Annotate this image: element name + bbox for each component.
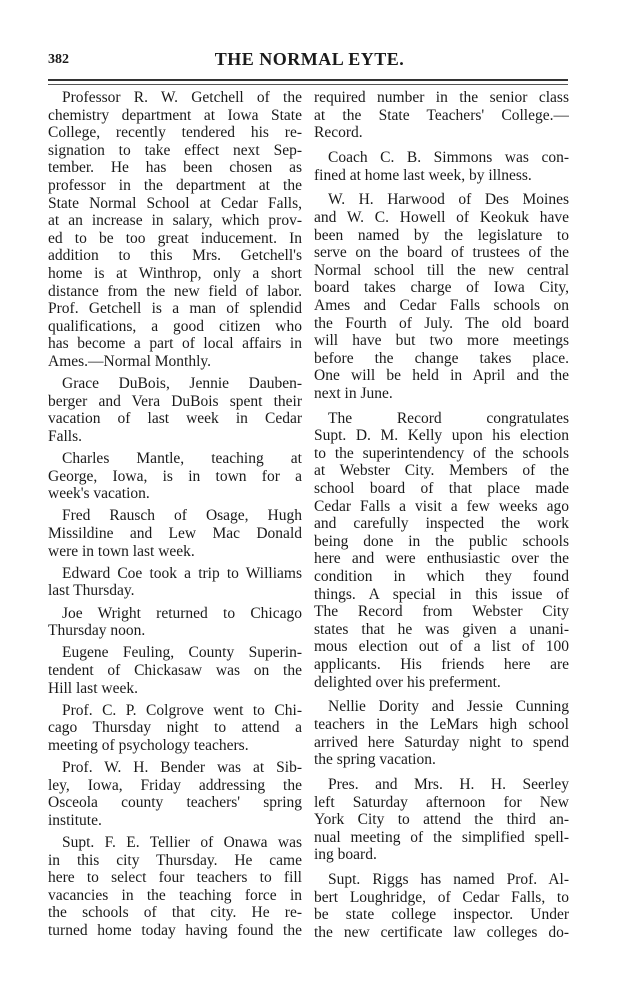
text-line: the schools of that city. He re-	[48, 904, 302, 922]
news-paragraph	[314, 191, 569, 402]
text-line: at an increase in salary, which prov-	[48, 212, 302, 230]
text-line: The Record from Webster City	[314, 603, 569, 621]
page-title: THE NORMAL EYTE.	[214, 49, 405, 69]
text-line: W. H. Harwood of Des Moines	[328, 191, 569, 209]
text-line: serve on the board of trustees of the	[314, 244, 569, 262]
left-column	[48, 89, 302, 944]
text-line: George, Iowa, is in town for a	[48, 467, 302, 485]
text-line: Prof. C. P. Colgrove went to Chi-	[62, 701, 302, 719]
text-line: vacancies in the teaching force in	[48, 886, 302, 904]
text-line: vacation of last week in Cedar	[48, 410, 302, 428]
text-line: Nellie Dority and Jessie Cunning	[328, 698, 569, 716]
news-paragraph	[48, 89, 302, 371]
text-line: Prof. W. H. Bender was at Sib-	[62, 759, 302, 777]
text-line: Pres. and Mrs. H. H. Seerley	[328, 775, 569, 793]
text-line: teachers in the LeMars high school	[314, 715, 569, 733]
text-line: left Saturday afternoon for New	[314, 793, 569, 811]
text-line: Professor R. W. Getchell of the	[62, 89, 302, 106]
text-line: Ames and Cedar Falls schools on	[314, 296, 569, 314]
text-line: turned home today having found the	[48, 922, 302, 940]
text-line: Edward Coe took a trip to Williams	[62, 564, 302, 582]
text-line: applicants. His friends here are	[314, 655, 569, 673]
text-line: Supt. F. E. Tellier of Onawa was	[62, 834, 302, 852]
text-line: addition to this Mrs. Getchell's	[48, 247, 302, 265]
text-line: school board of that place made	[314, 480, 569, 498]
news-paragraph	[48, 450, 302, 503]
text-line: mous election out of a list of 100	[314, 638, 569, 656]
news-paragraph	[314, 776, 569, 864]
text-line: to the superintendency of the schools	[314, 444, 569, 462]
right-column	[314, 89, 569, 949]
news-paragraph	[48, 507, 302, 560]
text-line: tember. He has been chosen as	[48, 159, 302, 177]
text-line: next in June.	[314, 384, 393, 402]
news-paragraph	[314, 89, 569, 142]
text-line: Falls.	[48, 427, 83, 445]
text-line: states that he was given a unani-	[314, 620, 569, 638]
text-line: professor in the department at the	[48, 176, 302, 194]
text-line: nual meeting of the simplified spell-	[314, 828, 569, 846]
news-paragraph	[48, 565, 302, 600]
text-line: tendent of Chickasaw was on the	[48, 661, 302, 679]
text-line: cago Thursday night to attend a	[48, 719, 302, 737]
text-line: has become a part of local affairs in	[48, 335, 302, 353]
header-rule-thin	[48, 84, 568, 85]
text-line: Record.	[314, 124, 363, 142]
text-line: last Thursday.	[48, 582, 135, 600]
text-line: things. A special in this issue of	[314, 585, 569, 603]
text-line: Eugene Feuling, County Superin-	[62, 644, 302, 662]
news-paragraph	[314, 149, 569, 184]
text-line: delighted over his preferment.	[314, 673, 501, 691]
text-line: berger and Vera DuBois spent their	[48, 392, 302, 410]
text-line: the spring vacation.	[314, 751, 436, 769]
news-paragraph	[314, 698, 569, 768]
text-line: Coach C. B. Simmons was con-	[328, 148, 569, 166]
text-line: and W. C. Howell of Keokuk have	[314, 208, 569, 226]
text-line: State Normal School at Cedar Falls,	[48, 194, 302, 212]
text-line: The Record congratulates	[328, 409, 569, 427]
text-line: Thursday noon.	[48, 622, 146, 640]
text-line: Prof. Getchell is a man of splendid	[48, 300, 302, 318]
text-line: ing board.	[314, 846, 377, 864]
text-line: be state college inspector. Under	[314, 906, 569, 924]
text-line: required number in the senior class	[314, 89, 569, 106]
text-line: fined at home last week, by illness.	[314, 166, 532, 184]
text-line: Charles Mantle, teaching at	[62, 450, 302, 468]
page-number: 382	[48, 52, 69, 67]
text-line: ed to be too great inducement. In	[48, 229, 302, 247]
text-line: York City to attend the third an-	[314, 811, 569, 829]
text-line: One will be held in April and the	[314, 367, 569, 385]
news-paragraph	[314, 410, 569, 692]
text-line: Supt. Riggs has named Prof. Al-	[328, 871, 569, 889]
text-line: College, recently tendered his re-	[48, 124, 302, 142]
text-line: Fred Rausch of Osage, Hugh	[62, 507, 302, 525]
text-line: the Fourth of July. The old board	[314, 314, 569, 332]
text-line: condition in which they found	[314, 568, 569, 585]
news-paragraph	[48, 759, 302, 829]
text-line: Supt. D. M. Kelly upon his election	[314, 427, 569, 445]
text-line: week's vacation.	[48, 485, 150, 503]
text-line: distance from the new field of labor.	[48, 282, 302, 300]
text-line: the new certificate law colleges do-	[314, 923, 569, 941]
news-paragraph	[48, 605, 302, 640]
text-line: chemistry department at Iowa State	[48, 106, 302, 124]
text-line: Joe Wright returned to Chicago	[62, 604, 302, 622]
text-line: Ames.—Normal Monthly.	[48, 352, 212, 370]
text-line: before the change takes place.	[314, 349, 569, 367]
text-line: signation to take effect next Sep-	[48, 141, 302, 159]
text-line: here to select four teachers to fill	[48, 869, 302, 887]
text-line: arrived here Saturday night to spend	[314, 733, 569, 751]
text-line: Normal school till the new central	[314, 261, 569, 279]
news-paragraph	[48, 644, 302, 697]
text-line: meeting of psychology teachers.	[48, 736, 249, 754]
text-line: were in town last week.	[48, 542, 195, 560]
text-line: here and were enthusiastic over the	[314, 550, 569, 568]
header-rule	[48, 79, 568, 81]
text-line: been named by the legislature to	[314, 226, 569, 244]
text-line: at Webster City. Members of the	[314, 462, 569, 480]
text-line: ley, Iowa, Friday addressing the	[48, 776, 302, 794]
text-line: Hill last week.	[48, 679, 138, 697]
news-paragraph	[48, 702, 302, 755]
text-line: Cedar Falls a visit a few weeks ago	[314, 497, 569, 515]
text-line: Grace DuBois, Jennie Dauben-	[62, 375, 302, 393]
text-line: in this city Thursday. He came	[48, 851, 302, 869]
text-line: Missildine and Lew Mac Donald	[48, 525, 302, 543]
news-paragraph	[48, 834, 302, 940]
news-paragraph	[48, 375, 302, 445]
text-line: and carefully inspected the work	[314, 515, 569, 533]
text-line: Osceola county teachers' spring	[48, 794, 302, 812]
text-line: board takes charge of Iowa City,	[314, 279, 569, 297]
text-line: qualifications, a good citizen who	[48, 317, 302, 335]
news-paragraph	[314, 871, 569, 941]
text-line: bert Loughridge, of Cedar Falls, to	[314, 888, 569, 906]
text-line: home is at Winthrop, only a short	[48, 264, 302, 282]
text-line: institute.	[48, 811, 102, 829]
text-line: will have but two more meetings	[314, 332, 569, 350]
text-line: being done in the public schools	[314, 532, 569, 550]
text-line: at the State Teachers' College.—	[314, 106, 569, 124]
